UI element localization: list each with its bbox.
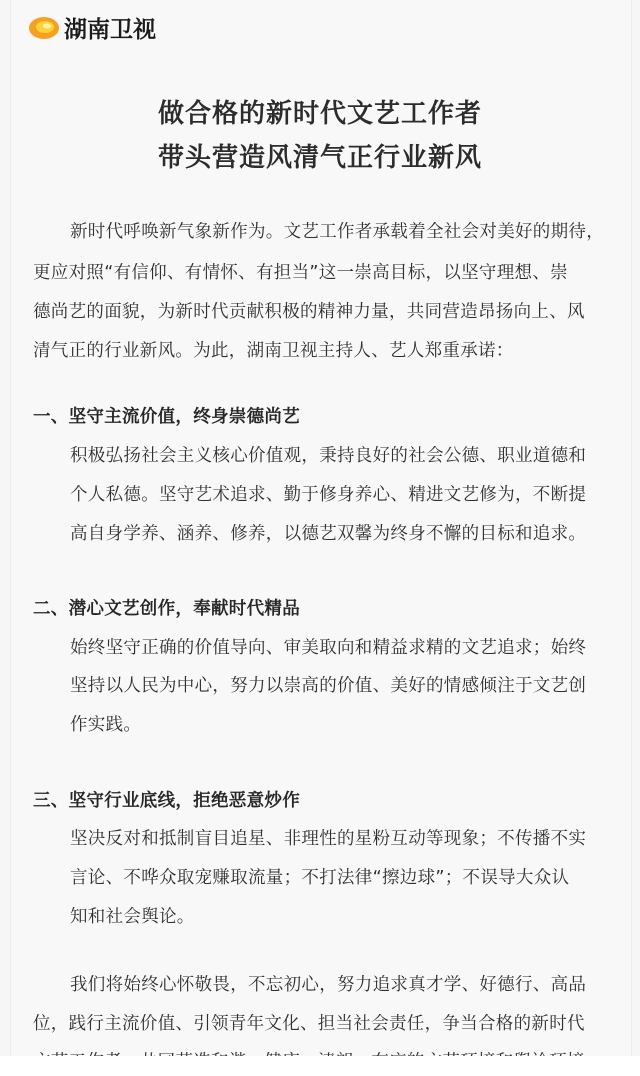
section-heading-1: 一、坚守主流价值，终身崇德尚艺 — [33, 407, 300, 427]
document-title-line-2: 带头营造风清气正行业新风 — [157, 143, 482, 173]
section-3-line: 知和社会舆论。 — [70, 907, 195, 927]
section-3-line: 言论、不哗众取宠赚取流量；不打法律“擦边球”；不误导大众认 — [70, 868, 570, 888]
closing-line: 位，践行主流价值、引领青年文化、担当社会责任，争当合格的新时代 — [33, 1014, 585, 1034]
section-heading-2: 二、潜心文艺创作，奉献时代精品 — [33, 599, 300, 619]
hunan-tv-logo — [28, 12, 156, 42]
hunan-tv-mango-logo-icon — [28, 13, 62, 41]
section-2-line: 作实践。 — [70, 715, 142, 735]
section-1-line: 个人私德。坚守艺术追求、勤于修身养心、精进文艺修为，不断提 — [70, 485, 587, 505]
section-1-line: 积极弘扬社会主义核心价值观，秉持良好的社会公德、职业道德和 — [70, 446, 587, 466]
logo-text: 湖南卫视 — [64, 16, 156, 43]
intro-line: 新时代呼唤新气象新作为。文艺工作者承载着全社会对美好的期待， — [70, 222, 604, 242]
intro-line: 清气正的行业新风。为此，湖南卫视主持人、艺人郑重承诺： — [33, 341, 514, 361]
section-2-line: 始终坚守正确的价值导向、审美取向和精益求精的文艺追求；始终 — [70, 638, 587, 658]
closing-line: 我们将始终心怀敬畏，不忘初心，努力追求真才学、好德行、高品 — [70, 975, 587, 995]
section-2-line: 坚持以人民为中心，努力以崇高的价值、美好的情感倾注于文艺创 — [70, 676, 587, 696]
intro-line: 德尚艺的面貌，为新时代贡献积极的精神力量，共同营造昂扬向上、风 — [33, 302, 585, 322]
bottom-margin — [0, 1056, 640, 1076]
section-1-line: 高自身学养、涵养、修养，以德艺双馨为终身不懈的目标和追求。 — [70, 524, 587, 544]
document-title-line-1: 做合格的新时代文艺工作者 — [157, 99, 482, 129]
section-3-line: 坚决反对和抵制盲目追星、非理性的星粉互动等现象；不传播不实 — [70, 829, 587, 849]
intro-line: 更应对照“有信仰、有情怀、有担当”这一崇高目标，以坚守理想、崇 — [33, 263, 568, 283]
section-heading-3: 三、坚守行业底线，拒绝恶意炒作 — [33, 791, 300, 811]
